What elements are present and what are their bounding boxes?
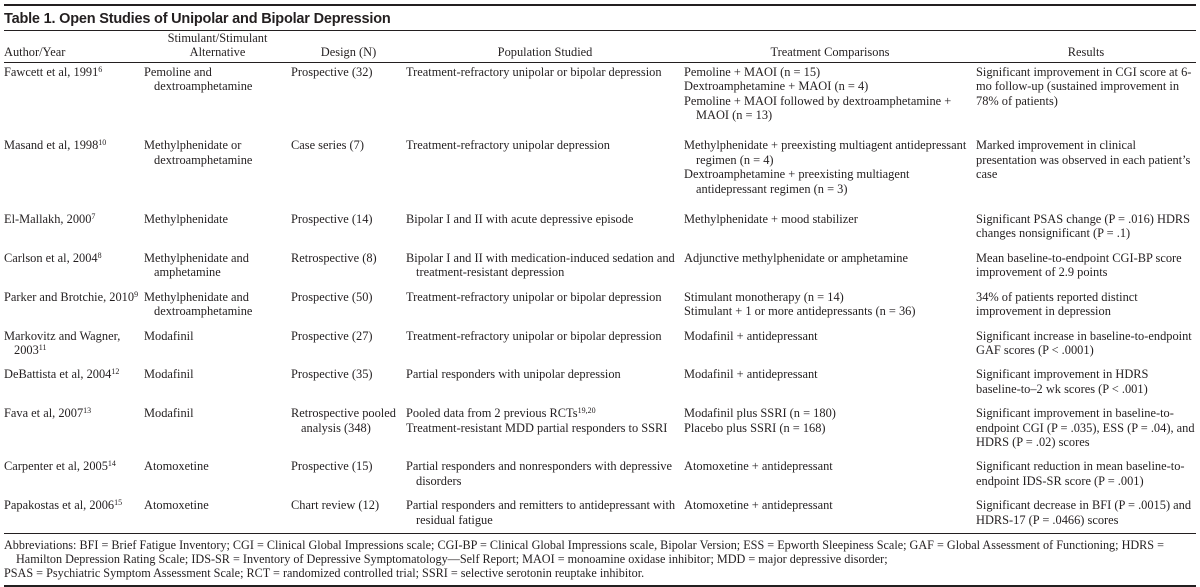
treatment-line: Adjunctive methylphenidate or amphetamine xyxy=(684,250,908,265)
population-reference: 19,20 xyxy=(577,406,596,416)
results-cell xyxy=(976,206,1196,245)
results-cell xyxy=(976,245,1196,284)
treatment-line: Pemoline + MAOI (n = 15) xyxy=(684,64,821,79)
stimulant-text: Modafinil xyxy=(144,367,194,382)
author-cell xyxy=(4,453,144,492)
design-text: Chart review (12) xyxy=(291,498,380,513)
table-body xyxy=(4,62,1196,531)
treatment-line: Stimulant + 1 or more antidepressants (n = 36) xyxy=(684,304,916,319)
stimulant-cell xyxy=(144,206,291,245)
stimulant-cell xyxy=(144,400,291,453)
results-text: Significant reduction in mean baseline-to-endpoint IDS-SR score (P = .001) xyxy=(976,459,1185,488)
population-text: Bipolar I and II with acute depressive episode xyxy=(406,212,634,227)
stimulant-text: Atomoxetine xyxy=(144,498,209,513)
population-cell xyxy=(406,361,684,400)
results-text: Significant improvement in HDRS baseline-to–2 wk scores (P < .001) xyxy=(976,367,1149,396)
design-text: Case series (7) xyxy=(291,138,364,153)
design-text: Prospective (35) xyxy=(291,367,373,382)
treatment-line: Pemoline + MAOI followed by dextroamphetamine + MAOI (n = 13) xyxy=(684,93,952,123)
author-text: Parker and Brotchie, 2010$^9$ xyxy=(4,289,139,304)
population-cell xyxy=(406,132,684,206)
design-cell xyxy=(291,132,406,206)
abbreviations-footnote xyxy=(4,533,1196,587)
author-text: Markovitz and Wagner, 2003$^{11}$ xyxy=(4,328,121,357)
results-cell xyxy=(976,284,1196,323)
stimulant-cell xyxy=(144,284,291,323)
population-text: Treatment-refractory unipolar or bipolar depression xyxy=(406,64,662,79)
design-cell xyxy=(291,492,406,531)
population-cell xyxy=(406,206,684,245)
stimulant-cell xyxy=(144,453,291,492)
treatment-cell xyxy=(684,132,976,206)
treatment-line: Atomoxetine + antidepressant xyxy=(684,498,833,513)
table-title: Table 1. Open Studies of Unipolar and Bipolar Depression xyxy=(4,11,391,27)
abbreviations-line-2: PSAS = Psychiatric Symptom Assessment Scale; RCT = randomized controlled trial; SSRI = selective serotonin reuptake inhibitor. xyxy=(4,566,645,581)
table-row xyxy=(4,245,1196,284)
header-population: Population Studied xyxy=(497,45,593,60)
design-text: Prospective (27) xyxy=(291,328,373,343)
design-cell xyxy=(291,206,406,245)
stimulant-cell xyxy=(144,492,291,531)
population-text: Partial responders with unipolar depression xyxy=(406,367,621,382)
author-text: El-Mallakh, 2000$^7$ xyxy=(4,212,96,227)
stimulant-text: Methylphenidate and dextroamphetamine xyxy=(144,289,253,319)
author-reference: 12 xyxy=(111,367,120,377)
stimulant-text: Modafinil xyxy=(144,328,194,343)
header-author: Author/Year xyxy=(4,45,66,60)
header-treatment: Treatment Comparisons xyxy=(770,45,890,60)
population-text: Bipolar I and II with medication-induced sedation and treatment-resistant depression xyxy=(406,250,675,280)
treatment-cell xyxy=(684,245,976,284)
treatment-line: Dextroamphetamine + MAOI (n = 4) xyxy=(684,79,869,94)
population-cell xyxy=(406,453,684,492)
treatment-line: Methylphenidate + mood stabilizer xyxy=(684,212,858,227)
population-text: Treatment-refractory unipolar or bipolar depression xyxy=(406,289,662,304)
results-cell xyxy=(976,132,1196,206)
author-cell xyxy=(4,400,144,453)
results-text: Significant PSAS change (P = .016) HDRS changes nonsignificant (P = .1) xyxy=(976,212,1191,241)
stimulant-text: Modafinil xyxy=(144,406,194,421)
treatment-cell xyxy=(684,284,976,323)
population-text: Treatment-refractory unipolar depression xyxy=(406,138,610,153)
title-bar xyxy=(4,4,1196,30)
header-stimulant xyxy=(144,31,291,63)
results-cell xyxy=(976,453,1196,492)
header-stimulant-line2: Alternative xyxy=(189,45,246,60)
stimulant-text: Methylphenidate xyxy=(144,212,228,227)
author-reference: 11 xyxy=(38,342,47,352)
studies-table xyxy=(4,30,1196,531)
design-cell xyxy=(291,323,406,362)
population-text xyxy=(406,406,684,420)
author-reference: 10 xyxy=(98,138,107,148)
results-cell xyxy=(976,361,1196,400)
author-cell xyxy=(4,284,144,323)
design-text: Prospective (32) xyxy=(291,64,373,79)
design-cell xyxy=(291,361,406,400)
author-text: Fawcett et al, 1991$^6$ xyxy=(4,64,103,79)
results-text: Mean baseline-to-endpoint CGI-BP score improvement of 2.9 points xyxy=(976,250,1182,280)
population-cell xyxy=(406,323,684,362)
population-text: Partial responders and remitters to antidepressant with residual fatigue xyxy=(406,498,676,527)
stimulant-cell xyxy=(144,132,291,206)
population-cell xyxy=(406,62,684,132)
author-cell xyxy=(4,62,144,132)
table-row xyxy=(4,284,1196,323)
author-reference: 14 xyxy=(107,459,116,469)
author-text: DeBattista et al, 2004$^{12}$ xyxy=(4,367,120,382)
author-reference: 15 xyxy=(114,498,123,508)
author-text: Papakostas et al, 2006$^{15}$ xyxy=(4,498,123,513)
header-stimulant-line1: Stimulant/Stimulant xyxy=(167,31,268,45)
author-reference: 8 xyxy=(97,250,102,260)
design-cell xyxy=(291,400,406,453)
results-text: Significant improvement in baseline-to-endpoint CGI (P = .035), ESS (P = .04), and HDRS (P = .02) scores xyxy=(976,406,1195,449)
treatment-line: Modafinil + antidepressant xyxy=(684,367,818,382)
results-cell xyxy=(976,323,1196,362)
results-text: Significant increase in baseline-to-endpoint GAF scores (P < .0001) xyxy=(976,328,1192,357)
author-text: Carpenter et al, 2005$^{14}$ xyxy=(4,459,116,474)
treatment-cell xyxy=(684,492,976,531)
table-row xyxy=(4,492,1196,531)
stimulant-cell xyxy=(144,361,291,400)
results-cell xyxy=(976,400,1196,453)
design-cell xyxy=(291,453,406,492)
table-row xyxy=(4,400,1196,453)
table-row xyxy=(4,323,1196,362)
results-text: Significant decrease in BFI (P = .0015) and HDRS-17 (P = .0466) scores xyxy=(976,498,1192,527)
treatment-cell xyxy=(684,453,976,492)
design-cell xyxy=(291,62,406,132)
stimulant-text: Pemoline and dextroamphetamine xyxy=(144,64,253,94)
table-row xyxy=(4,453,1196,492)
treatment-line: Atomoxetine + antidepressant xyxy=(684,459,833,474)
stimulant-text: Methylphenidate or dextroamphetamine xyxy=(144,138,253,167)
results-cell xyxy=(976,492,1196,531)
treatment-cell xyxy=(684,206,976,245)
design-text: Prospective (14) xyxy=(291,212,373,227)
design-text: Retrospective pooled analysis (348) xyxy=(291,406,396,435)
population-text: Treatment-refractory unipolar or bipolar depression xyxy=(406,328,662,343)
author-cell xyxy=(4,323,144,362)
author-text: Masand et al, 1998$^{10}$ xyxy=(4,138,107,153)
treatment-line: Dextroamphetamine + preexisting multiagent antidepressant regimen (n = 3) xyxy=(684,167,910,196)
design-cell xyxy=(291,284,406,323)
treatment-cell xyxy=(684,323,976,362)
stimulant-cell xyxy=(144,245,291,284)
treatment-line: Stimulant monotherapy (n = 14) xyxy=(684,289,844,304)
stimulant-text: Atomoxetine xyxy=(144,459,209,474)
population-cell xyxy=(406,492,684,531)
author-cell xyxy=(4,492,144,531)
table-container xyxy=(4,4,1196,587)
header-design: Design (N) xyxy=(320,45,377,60)
author-text: Fava et al, 2007$^{13}$ xyxy=(4,406,92,421)
header-results: Results xyxy=(1067,45,1105,60)
author-cell xyxy=(4,245,144,284)
abbreviations-line-1: Abbreviations: BFI = Brief Fatigue Inventory; CGI = Clinical Global Impressions scale; CGI-BP = Clinical Global Impressions scale, Bipolar Version; ESS = Epworth Sleepiness Scale; GAF = Global Assessment of Functioning; HDRS = Hamilton Depression Rating Scale; IDS-SR = Inventory of Depressive Symptomatology—Self Report; MAOI = monoamine oxidase inhibitor; MDD = major depressive disorder; xyxy=(4,537,1165,567)
treatment-line: Placebo plus SSRI (n = 168) xyxy=(684,420,826,435)
author-cell xyxy=(4,361,144,400)
stimulant-cell xyxy=(144,62,291,132)
treatment-cell xyxy=(684,62,976,132)
author-reference: 7 xyxy=(91,212,96,222)
treatment-cell xyxy=(684,400,976,453)
population-cell xyxy=(406,245,684,284)
table-row xyxy=(4,132,1196,206)
treatment-line: Modafinil plus SSRI (n = 180) xyxy=(684,406,836,421)
table-row xyxy=(4,206,1196,245)
author-reference: 6 xyxy=(98,64,103,74)
stimulant-cell xyxy=(144,323,291,362)
results-cell xyxy=(976,62,1196,132)
population-cell xyxy=(406,284,684,323)
author-reference: 9 xyxy=(134,289,139,299)
population-text-part: Pooled data from 2 previous RCTs xyxy=(406,406,578,421)
table-row xyxy=(4,62,1196,132)
population-cell xyxy=(406,400,684,453)
table-row xyxy=(4,361,1196,400)
results-text: 34% of patients reported distinct improvement in depression xyxy=(976,289,1138,319)
treatment-line: Modafinil + antidepressant xyxy=(684,328,818,343)
results-text: Marked improvement in clinical presentation was observed in each patient’s case xyxy=(976,138,1191,182)
population-text: Partial responders and nonresponders with depressive disorders xyxy=(406,459,672,488)
author-cell xyxy=(4,132,144,206)
author-cell xyxy=(4,206,144,245)
population-text: Treatment-resistant MDD partial responders to SSRI xyxy=(406,420,668,435)
author-text: Carlson et al, 2004$^8$ xyxy=(4,250,102,265)
design-text: Prospective (15) xyxy=(291,459,373,474)
design-cell xyxy=(291,245,406,284)
results-text: Significant improvement in CGI score at 6-mo follow-up (sustained improvement in 78% of patients) xyxy=(976,64,1192,108)
stimulant-text: Methylphenidate and amphetamine xyxy=(144,250,249,280)
author-reference: 13 xyxy=(83,406,92,416)
treatment-line: Methylphenidate + preexisting multiagent antidepressant regimen (n = 4) xyxy=(684,138,967,167)
design-text: Retrospective (8) xyxy=(291,250,377,265)
design-text: Prospective (50) xyxy=(291,289,373,304)
treatment-cell xyxy=(684,361,976,400)
header-row xyxy=(4,31,1196,63)
